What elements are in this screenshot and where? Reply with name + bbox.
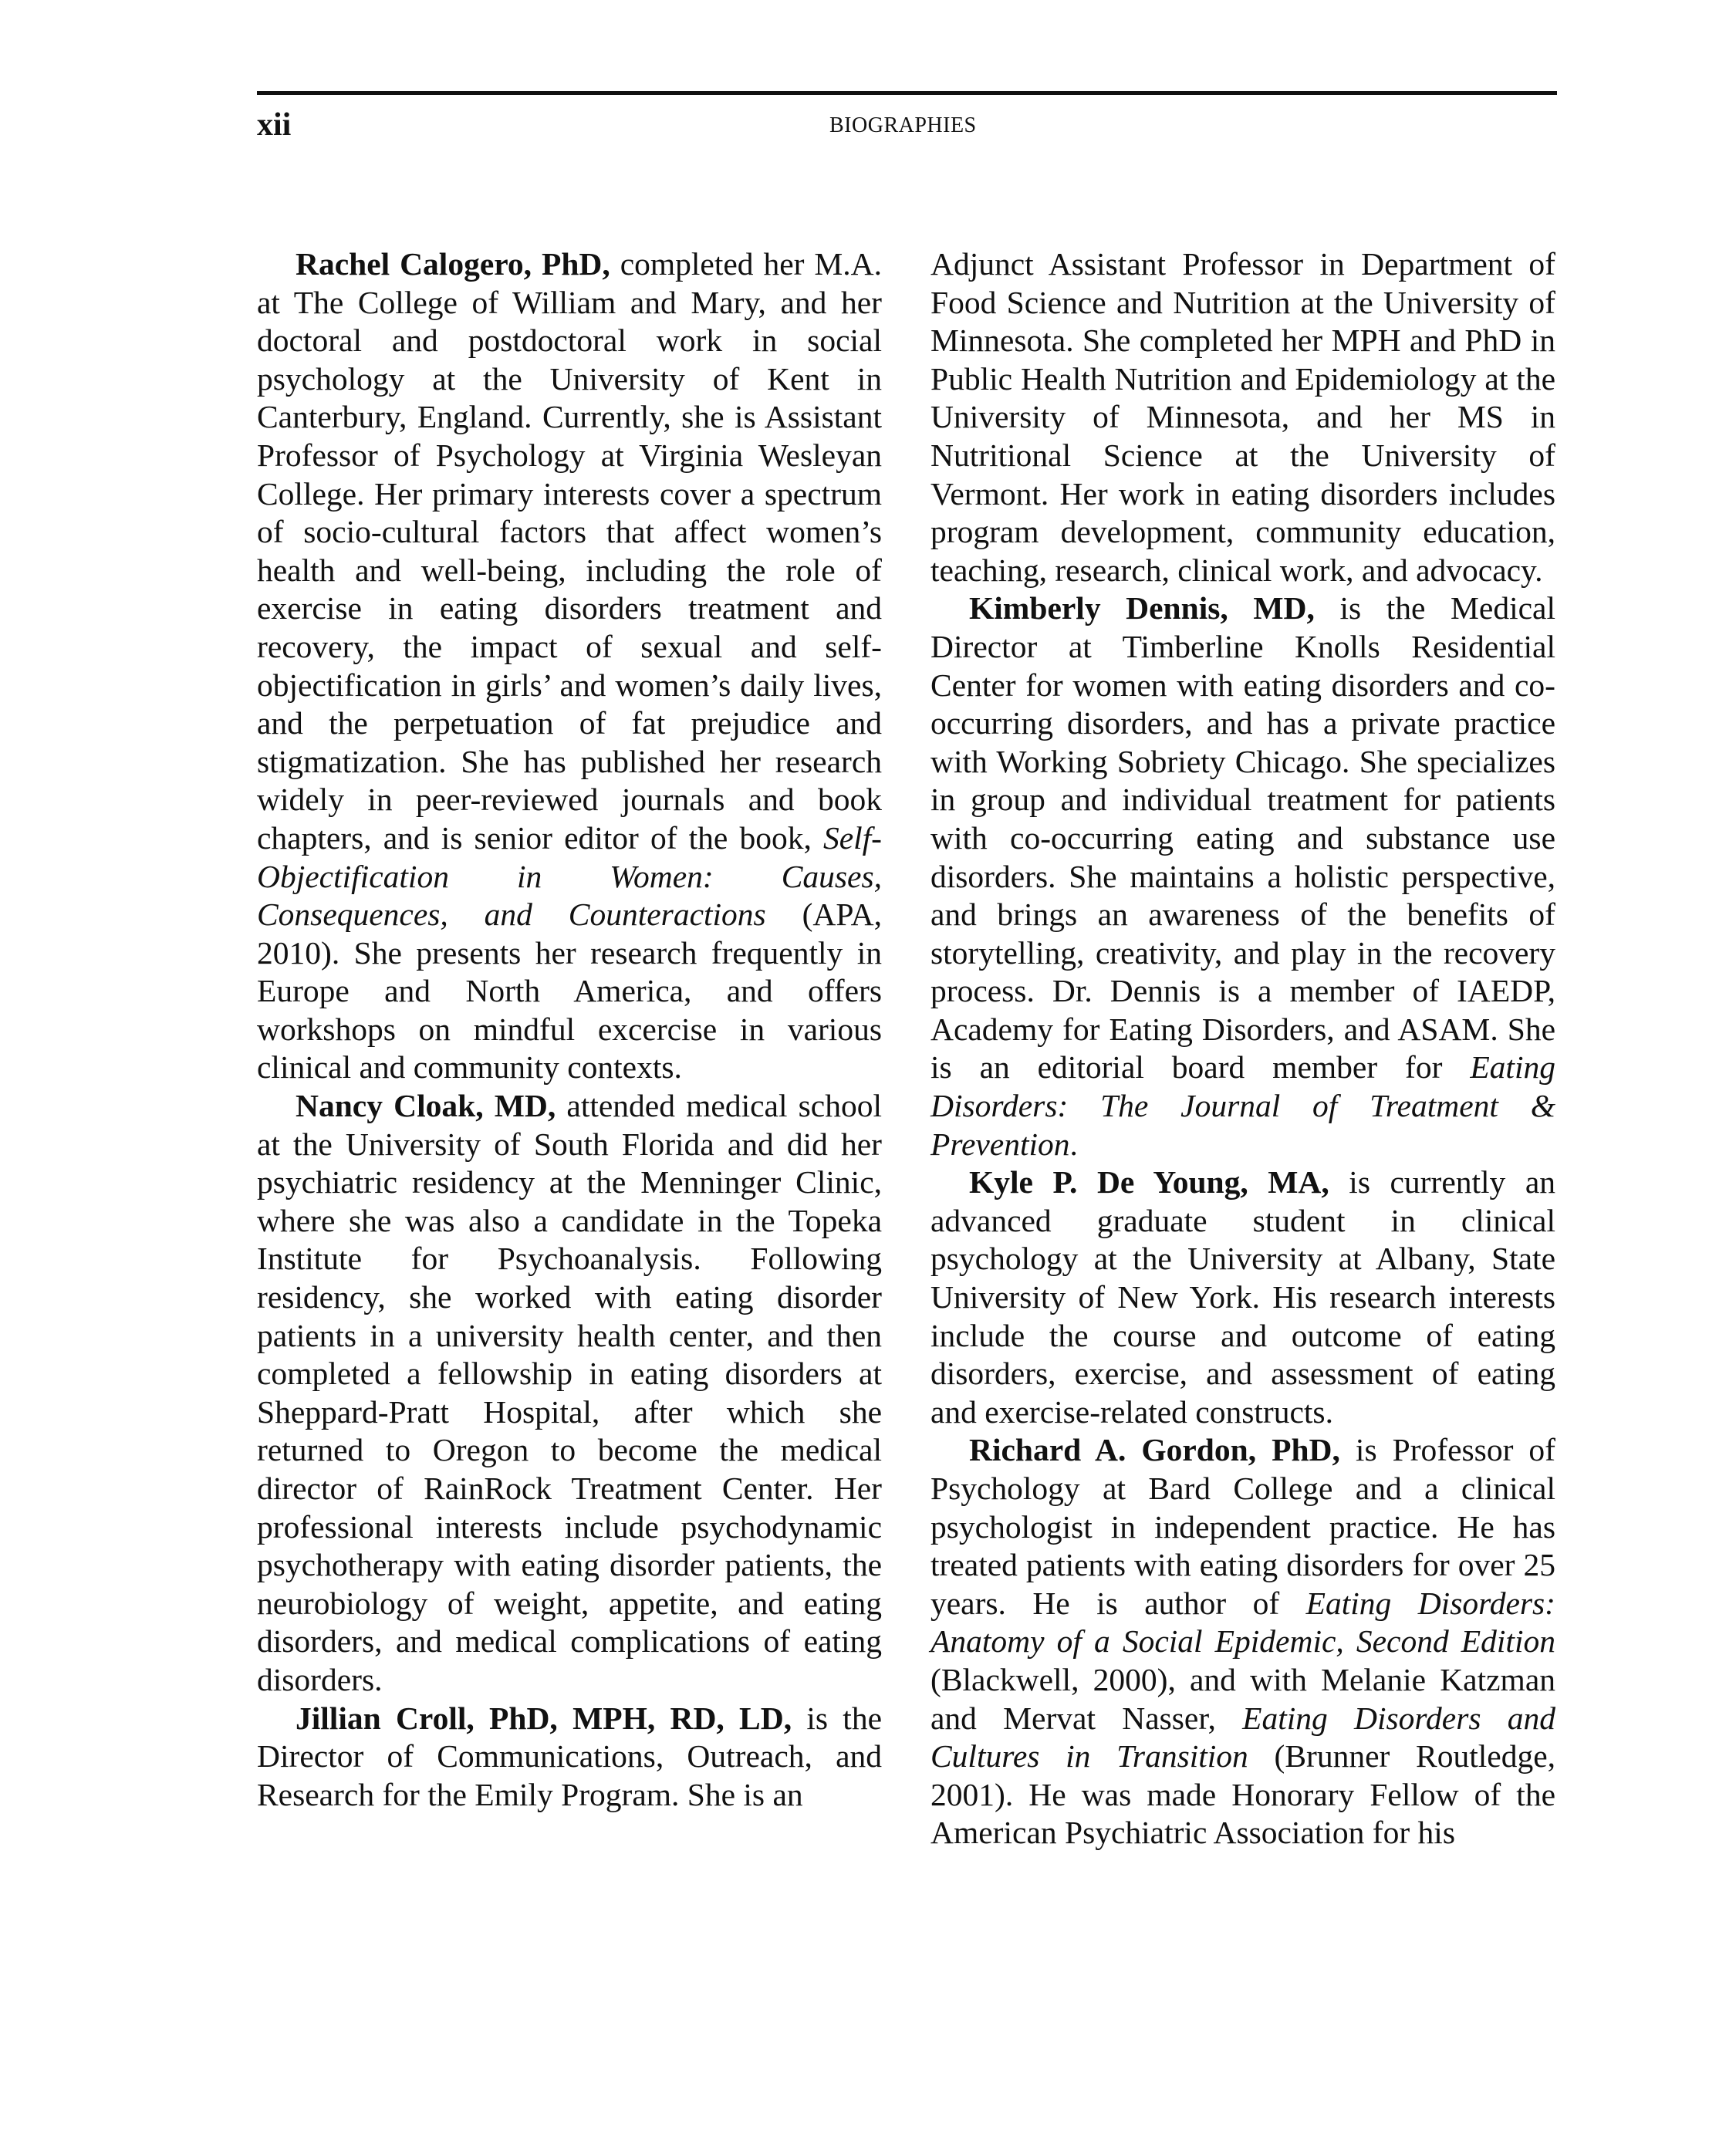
bio-text: is the Director of Communications, Outreach, and Research for the Emily Program. She is an — [257, 1700, 882, 1812]
page-number: xii — [257, 107, 292, 143]
book-title: Eating Disorders and Cultures in Transition — [930, 1700, 1555, 1775]
book-title: Self-Objectification in Women: Causes, Consequences, and Counteractions — [257, 819, 882, 933]
journal-title: Eating Disorders: The Journal of Treatment & Prevention — [930, 1049, 1555, 1162]
bio-name: Rachel Calogero, PhD, — [296, 246, 610, 282]
bio-dennis — [930, 589, 1555, 1163]
bio-text: is the Medical Director at Timberline Knolls Residential Center for women with eating disorders and co-occurring disorders, and has a private practice with Working Sobriety Chicago. She specializes in group and individual treatment for patients with co-occurring eating and substance use disorders. She maintains a holistic perspective, and brings an awareness of the benefits of storytelling, creativity, and play in the recovery process. Dr. Dennis is a member of IAEDP, Academy for Eating Disorders, and ASAM. She is an editorial board member for — [930, 590, 1555, 1086]
bio-croll — [257, 1700, 882, 1815]
bio-text: . — [1069, 1126, 1078, 1162]
bio-text: (Blackwell, 2000), and with Melanie Katzman and Mervat Nasser, — [930, 1661, 1555, 1736]
bio-text: is Professor of Psychology at Bard College and a clinical psychologist in independent practice. He has treated patients with eating disorders for over 25 years. He is author of — [930, 1432, 1555, 1621]
bio-cloak — [257, 1087, 882, 1700]
bio-text: Adjunct Assistant Professor in Department of Food Science and Nutrition at the University of Minnesota. She completed her MPH and PhD in Public Health Nutrition and Epidemiology at the University of Minnesota, and her MS in Nutritional Science at the University of Vermont. Her work in eating disorders includes program development, community education, teaching, research, clinical work, and advocacy. — [930, 246, 1555, 588]
right-column — [930, 245, 1555, 1852]
bio-text: (APA, 2010). She presents her research frequently in Europe and North America, and offers workshops on mindful excercise in various clinical and community contexts. — [257, 897, 883, 1086]
left-column — [257, 245, 882, 1814]
bio-name: Jillian Croll, PhD, MPH, RD, LD, — [296, 1700, 792, 1736]
bio-text: completed her M.A. at The College of William and Mary, and her doctoral and postdoctoral work in social psychology at the University of Kent in Canterbury, England. Currently, she is Assistant Professor of Psychology at Virginia Wesleyan College. Her primary interests cover a spectrum of socio-cultural factors that affect women’s health and well-being, including the role of exercise in eating disorders treatment and recovery, the impact of sexual and self-objectification in girls’ and women’s daily lives, and the perpetuation of fat prejudice and stigmatization. She has published her research widely in peer-reviewed journals and book chapters, and is senior editor of the book, — [257, 246, 882, 856]
header-rule — [257, 91, 1557, 95]
bio-name: Kyle P. De Young, MA, — [969, 1164, 1329, 1201]
bio-gordon — [930, 1431, 1555, 1852]
bio-calogero — [257, 245, 882, 1087]
bio-deyoung — [930, 1163, 1555, 1431]
bio-croll-continued — [930, 245, 1555, 589]
book-title: Eating Disorders: Anatomy of a Social Epidemic, Second Edition — [930, 1585, 1555, 1660]
bio-name: Kimberly Dennis, MD, — [969, 590, 1315, 626]
bio-text: (Brunner Routledge, 2001). He was made Honorary Fellow of the American Psychiatric Association for his — [930, 1738, 1555, 1851]
running-head: BIOGRAPHIES — [829, 113, 977, 137]
bio-name: Nancy Cloak, MD, — [296, 1088, 556, 1124]
bio-text: attended medical school at the University of South Florida and did her psychiatric residency at the Menninger Clinic, where she was also a candidate in the Topeka Institute for Psychoanalysis. Following residency, she worked with eating disorder patients in a university health center, and then completed a fellowship in eating disorders at Sheppard-Pratt Hospital, after which she returned to Oregon to become the medical director of RainRock Treatment Center. Her professional interests include psychodynamic psychotherapy with eating disorder patients, the neurobiology of weight, appetite, and eating disorders, and medical complications of eating disorders. — [257, 1088, 882, 1697]
bio-name: Richard A. Gordon, PhD, — [969, 1432, 1340, 1468]
bio-text: is currently an advanced graduate student in clinical psychology at the University at Albany, State University of New York. His research interests include the course and outcome of eating disorders, exercise, and assessment of eating and exercise-related constructs. — [930, 1164, 1556, 1430]
